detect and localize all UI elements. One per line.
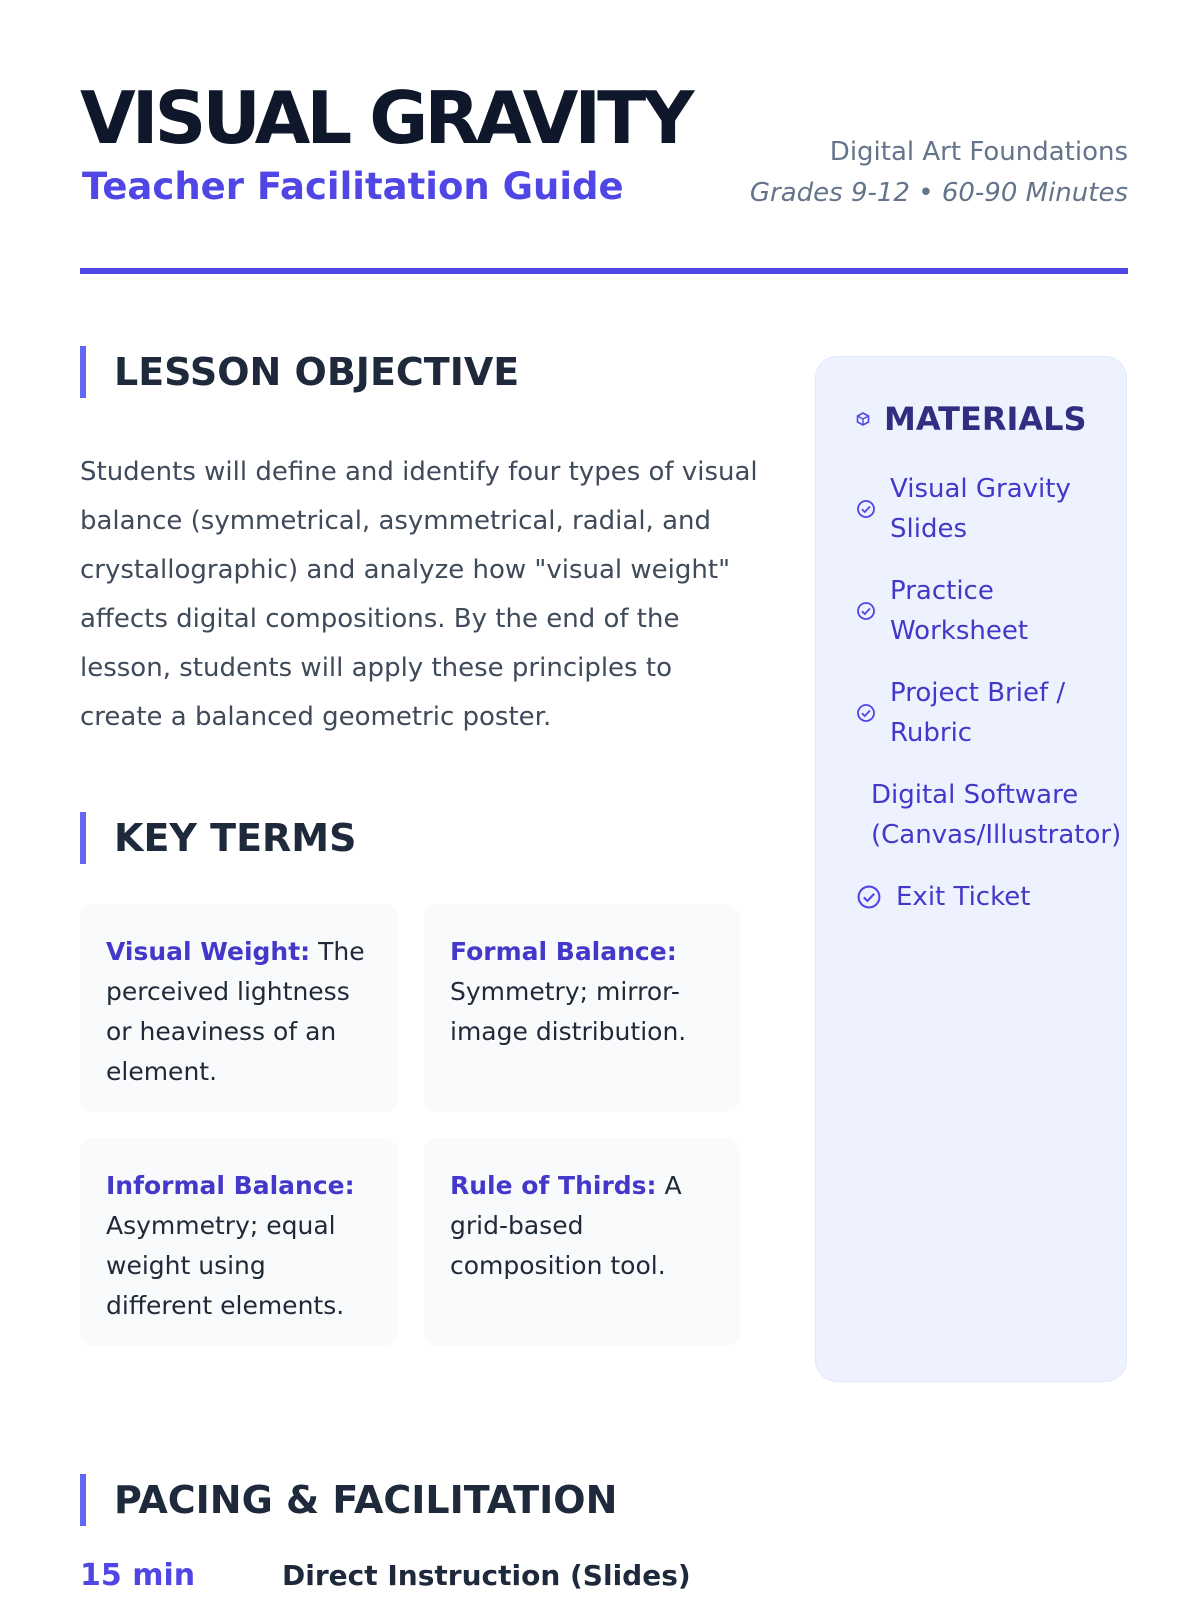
grades-duration: Grades 9-12 • 60-90 Minutes (749, 178, 1128, 208)
pacing-activity: Direct Instruction (Slides) (282, 1559, 691, 1592)
term-definition: A grid-based composition tool. (450, 1171, 682, 1280)
term-definition: Asymmetry; equal weight using different elements. (106, 1211, 345, 1320)
check-circle-icon (856, 884, 882, 910)
check-circle-icon (856, 703, 876, 723)
materials-item (856, 571, 1110, 651)
materials-item-label: Project Brief / Rubric (890, 678, 1066, 748)
course-meta (750, 135, 1128, 211)
header-divider (80, 268, 1128, 274)
materials-item-label: Practice Worksheet (890, 576, 1029, 646)
cube-icon (856, 412, 870, 426)
check-circle-icon (856, 601, 876, 621)
pacing-time: 15 min (80, 1558, 196, 1593)
term-label: Visual Weight: (106, 937, 311, 966)
materials-heading (856, 395, 1087, 443)
materials-item-label: Exit Ticket (896, 882, 1031, 912)
materials-heading-label: MATERIALS (884, 400, 1087, 438)
term-label: Formal Balance: (450, 937, 677, 966)
materials-item (856, 673, 1110, 753)
term-card (424, 904, 740, 1112)
guide-title: VISUAL GRAVITY (80, 76, 691, 160)
term-card (80, 1138, 398, 1346)
term-label: Informal Balance: (106, 1171, 355, 1200)
term-card (424, 1138, 740, 1346)
objective-heading: LESSON OBJECTIVE (80, 346, 519, 398)
materials-item (871, 775, 1121, 855)
materials-item (856, 469, 1110, 549)
guide-subtitle: Teacher Facilitation Guide (82, 165, 624, 208)
term-label: Rule of Thirds: (450, 1171, 657, 1200)
term-definition: The perceived lightness or heaviness of an element. (106, 937, 365, 1086)
pacing-heading: PACING & FACILITATION (80, 1474, 617, 1526)
materials-item-label: Digital Software (Canvas/Illustrator) (871, 780, 1122, 850)
check-circle-icon (856, 499, 876, 519)
materials-panel (815, 356, 1127, 1382)
objective-text: Students will define and identify four types of visual balance (symmetrical, asymmetrical, radial, and crystallographic) and analyze how "visual weight" affects digital compositions. By the end of the lesson, students will apply these principles to create a balanced geometric poster. (80, 457, 758, 732)
course-name: Digital Art Foundations (829, 137, 1128, 167)
term-definition: Symmetry; mirror-image distribution. (450, 977, 687, 1046)
materials-item-label: Visual Gravity Slides (890, 474, 1071, 544)
term-card (80, 904, 398, 1112)
key-terms-heading: KEY TERMS (80, 812, 356, 864)
materials-item (856, 877, 1116, 917)
